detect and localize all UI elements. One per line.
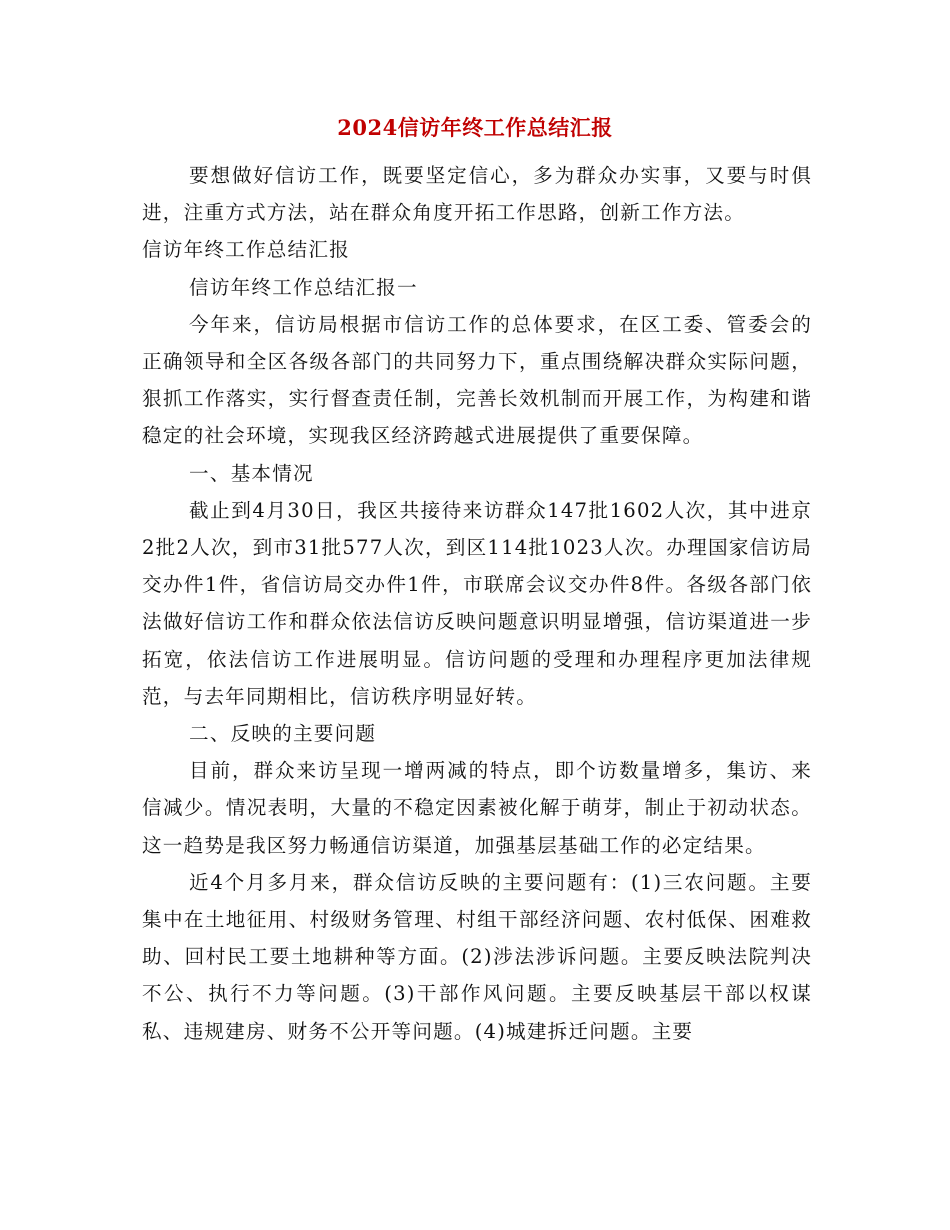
document-title: 2024信访年终工作总结汇报: [337, 115, 613, 140]
heading-basic-situation: 一、基本情况: [189, 461, 314, 485]
paragraph-subtitle: 信访年终工作总结汇报: [142, 238, 350, 262]
paragraph-overview: 今年来，信访局根据市信访工作的总体要求，在区工委、管委会的正确领导和全区各级各部门的共同努力下，重点围绕解决群众实际问题，狠抓工作落实，实行督查责任制，完善长效机制而开展工作，为构建和谐稳定的社会环境，实现我区经济跨越式进展提供了重要保障。: [142, 312, 812, 448]
paragraph-issue-list: 近4个月多月来，群众信访反映的主要问题有：(1)三农问题。主要集中在土地征用、村级财务管理、村组干部经济问题、农村低保、困难救助、回村民工要土地耕种等方面。(2)涉法涉诉问题。主要反映法院判决不公、执行不力等问题。(3)干部作风问题。主要反映基层干部以权谋私、违规建房、财务不公开等问题。(4)城建拆迁问题。主要: [142, 870, 812, 1043]
paragraph-trends: 目前，群众来访呈现一增两减的特点，即个访数量增多，集访、来信减少。情况表明，大量的不稳定因素被化解于萌芽，制止于初动状态。这一趋势是我区努力畅通信访渠道，加强基层基础工作的必定结果。: [142, 759, 812, 857]
paragraph-section-heading: 信访年终工作总结汇报一: [189, 275, 418, 299]
paragraph-intro: 要想做好信访工作，既要坚定信心，多为群众办实事，又要与时俱进，注重方式方法，站在群众角度开拓工作思路，创新工作方法。: [142, 164, 812, 225]
paragraph-statistics: 截止到4月30日，我区共接待来访群众147批1602人次，其中进京2批2人次，到市31批577人次，到区114批1023人次。办理国家信访局交办件1件，省信访局交办件1件，市联席会议交办件8件。各级各部门依法做好信访工作和群众依法信访反映问题意识明显增强，信访渠道进一步拓宽，依法信访工作进展明显。信访问题的受理和办理程序更加法律规范，与去年同期相比，信访秩序明显好转。: [142, 498, 812, 708]
heading-main-issues: 二、反映的主要问题: [189, 722, 377, 746]
document-body: [142, 157, 812, 1050]
